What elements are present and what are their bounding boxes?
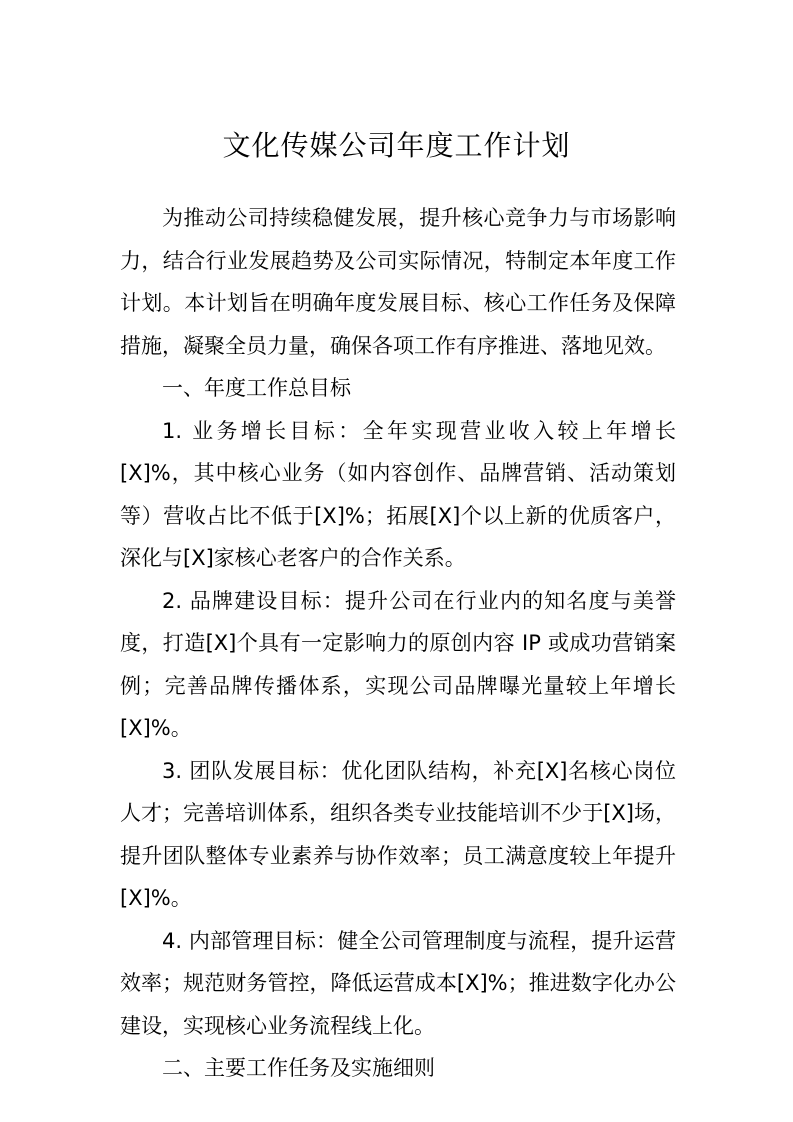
document-title: 文化传媒公司年度工作计划 bbox=[222, 129, 571, 162]
document-body bbox=[120, 197, 676, 1090]
section-heading-2: 二、主要工作任务及实施细则 bbox=[162, 1056, 435, 1080]
section-heading-1: 一、年度工作总目标 bbox=[162, 376, 351, 400]
goal-management-paragraph: 4. 内部管理目标：健全公司管理制度与流程，提升运营效率；规范财务管控，降低运营成本[X]%；推进数字化办公建设，实现核心业务流程线上化。 bbox=[120, 928, 676, 1038]
intro-paragraph: 为推动公司持续稳健发展，提升核心竞争力与市场影响力，结合行业发展趋势及公司实际情况，特制定本年度工作计划。本计划旨在明确年度发展目标、核心工作任务及保障措施，凝聚全员力量，确保各项工作有序推进、落地见效。 bbox=[120, 206, 676, 358]
goal-business-paragraph: 1. 业务增长目标：全年实现营业收入较上年增长[X]%，其中核心业务（如内容创作、品牌营销、活动策划等）营收占比不低于[X]%；拓展[X]个以上新的优质客户，深化与[X]家核心老客户的合作关系。 bbox=[120, 418, 676, 570]
goal-team-paragraph: 3. 团队发展目标：优化团队结构，补充[X]名核心岗位人才；完善培训体系，组织各类专业技能培训不少于[X]场，提升团队整体专业素养与协作效率；员工满意度较上年提升[X]%。 bbox=[120, 758, 676, 910]
goal-brand-paragraph: 2. 品牌建设目标：提升公司在行业内的知名度与美誉度，打造[X]个具有一定影响力的原创内容 IP 或成功营销案例；完善品牌传播体系，实现公司品牌曝光量较上年增长[X]%。 bbox=[120, 588, 676, 740]
